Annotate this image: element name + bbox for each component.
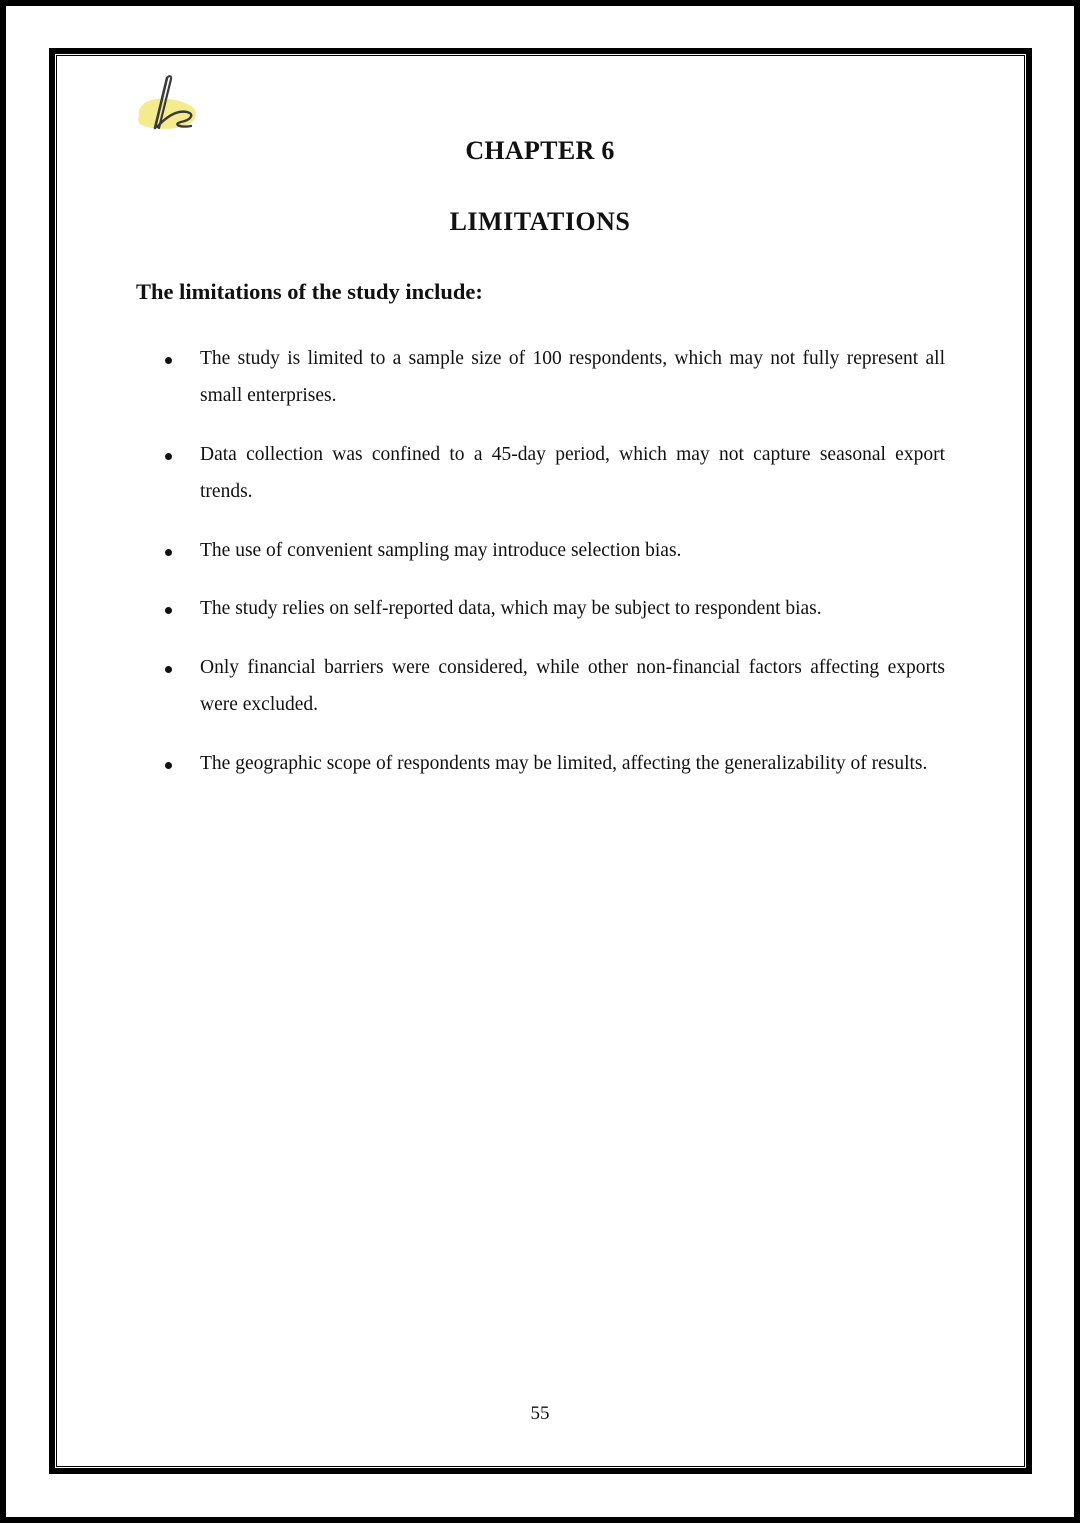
list-item-text: The study is limited to a sample size of 100 respondents, which may not fully represent all small enterprises. <box>200 348 945 406</box>
list-item-text: Only financial barriers were considered, while other non-financial factors affecting exports were excluded. <box>200 657 945 715</box>
chapter-title: LIMITATIONS <box>449 207 631 236</box>
chapter-number: CHAPTER 6 <box>465 136 615 165</box>
page-number: 55 <box>530 1403 550 1424</box>
bullet-icon <box>165 666 172 673</box>
bullet-icon <box>165 762 172 769</box>
list-item-text: The use of convenient sampling may introduce selection bias. <box>200 540 682 561</box>
section-heading: The limitations of the study include: <box>136 279 483 304</box>
list-item-text: The geographic scope of respondents may be limited, affecting the generalizability of results. <box>200 753 928 774</box>
pen-logo-icon <box>133 72 203 134</box>
bullet-icon <box>165 357 172 364</box>
bullet-icon <box>165 607 172 614</box>
list-item-text: Data collection was confined to a 45-day period, which may not capture seasonal export trends. <box>200 444 945 502</box>
list-item-text: The study relies on self-reported data, which may be subject to respondent bias. <box>200 598 822 619</box>
bullet-icon <box>165 549 172 556</box>
bullet-icon <box>165 453 172 460</box>
